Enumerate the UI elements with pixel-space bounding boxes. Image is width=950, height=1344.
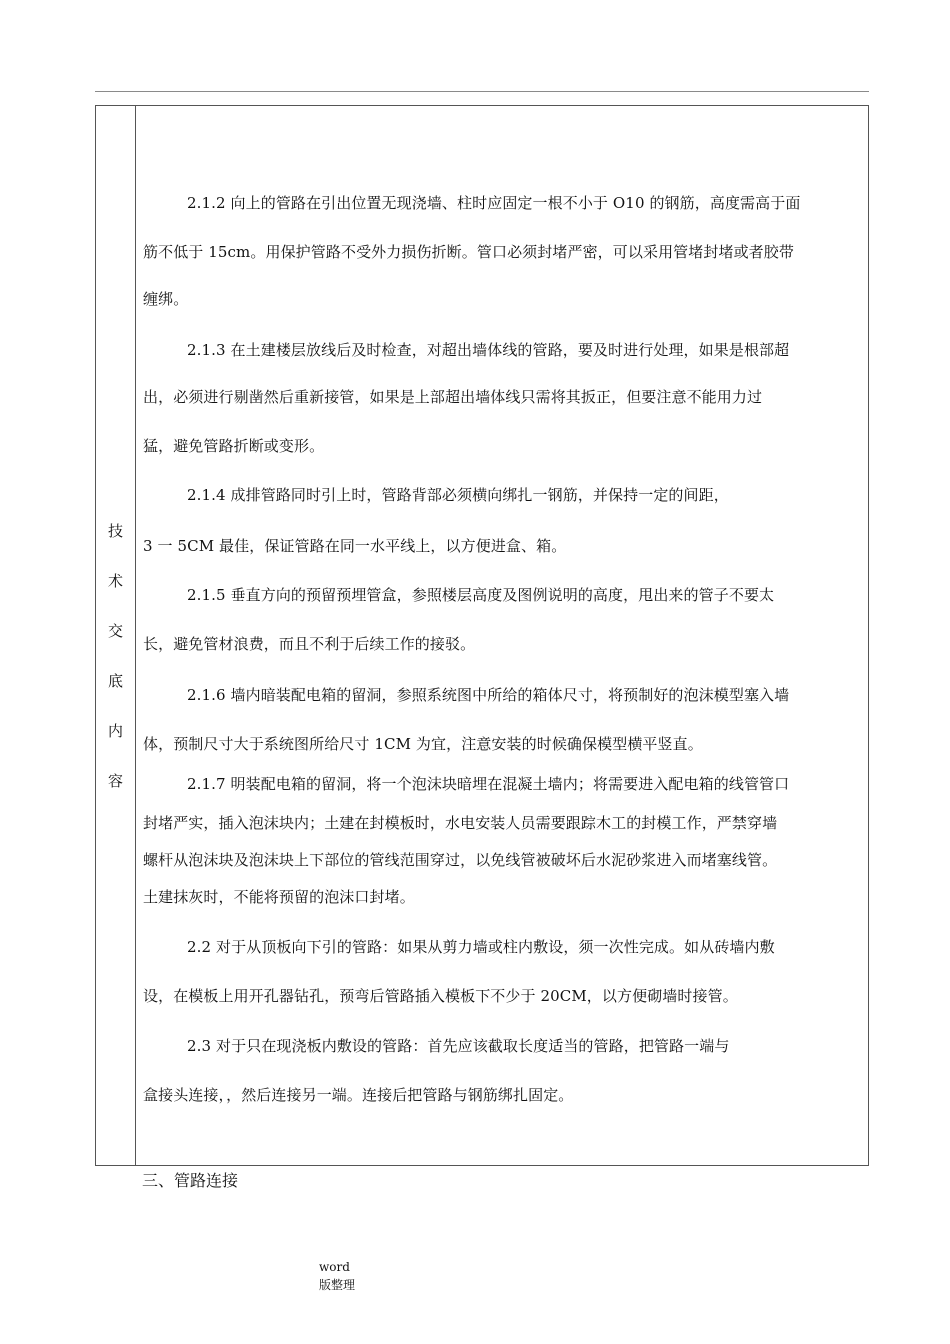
content-line: 2.2 对于从顶板向下引的管路：如果从剪力墙或柱内敷设，须一次性完成。如从砖墙内敷 <box>187 938 775 956</box>
technical-disclosure-table <box>95 105 869 1166</box>
content-line: 设，在模板上用开孔器钻孔，预弯后管路插入模板下不少于 20CM，以方便砌墙时接管。 <box>143 987 738 1005</box>
label-char: 技 <box>107 522 123 540</box>
label-column <box>96 106 136 1165</box>
footer-line-1: word <box>319 1260 350 1274</box>
content-line: 2.1.4 成排管路同时引上时，管路背部必须横向绑扎一钢筋，并保持一定的间距， <box>187 486 729 504</box>
content-line: 2.3 对于只在现浇板内敷设的管路：首先应该截取长度适当的管路，把管路一端与 <box>187 1037 730 1055</box>
content-line: 螺杆从泡沫块及泡沫块上下部位的管线范围穿过，以免线管被破坏后水泥砂浆进入而堵塞线管。 <box>143 851 778 869</box>
label-technical-disclosure-content <box>96 506 135 806</box>
content-line: 筋不低于 15cm。用保护管路不受外力损伤折断。管口必须封堵严密，可以采用管堵封堵或者胶带 <box>143 243 794 261</box>
content-line: 封堵严实，插入泡沫块内；土建在封模板时，水电安装人员需要跟踪木工的封模工作，严禁穿墙 <box>143 814 778 832</box>
content-line: 2.1.7 明装配电箱的留洞，将一个泡沫块暗埋在混凝土墙内；将需要进入配电箱的线管管口 <box>187 775 790 793</box>
content-line: 猛，避免管路折断或变形。 <box>143 437 325 455</box>
content-line: 2.1.5 垂直方向的预留预埋管盒，参照楼层高度及图例说明的高度，甩出来的管子不要太 <box>187 586 775 604</box>
content-line: 土建抹灰时，不能将预留的泡沫口封堵。 <box>143 888 415 906</box>
label-char: 术 <box>107 572 123 590</box>
content-line: 2.1.2 向上的管路在引出位置无现浇墙、柱时应固定一根不小于 Ο10 的钢筋，高度需高于面 <box>187 194 801 212</box>
top-rule <box>95 91 869 92</box>
content-line: 2.1.3 在土建楼层放线后及时检查，对超出墙体线的管路，要及时进行处理，如果是根部超 <box>187 341 790 359</box>
content-line: 缠绑。 <box>143 290 189 308</box>
content-line: 出，必须进行剔凿然后重新接管，如果是上部超出墙体线只需将其扳正，但要注意不能用力过 <box>143 388 763 406</box>
section-heading: 三、管路连接 <box>142 1171 239 1190</box>
label-char: 内 <box>107 722 123 740</box>
content-line: 长，避免管材浪费，而且不利于后续工作的接驳。 <box>143 635 476 653</box>
label-char: 交 <box>107 622 123 640</box>
footer-line-2: 版整理 <box>319 1278 356 1292</box>
content-line: 3 一 5CM 最佳，保证管路在同一水平线上，以方便进盒、箱。 <box>143 537 567 555</box>
label-char: 底 <box>107 672 123 690</box>
content-line: 2.1.6 墙内暗装配电箱的留洞，参照系统图中所给的箱体尺寸，将预制好的泡沫模型塞入墙 <box>187 686 790 704</box>
content-line: 盒接头连接，，然后连接另一端。连接后把管路与钢筋绑扎固定。 <box>143 1086 574 1104</box>
content-line: 体，预制尺寸大于系统图所给尺寸 1CM 为宜，注意安装的时候确保模型横平竖直。 <box>143 735 703 753</box>
label-char: 容 <box>107 772 123 790</box>
footer <box>319 1258 355 1294</box>
